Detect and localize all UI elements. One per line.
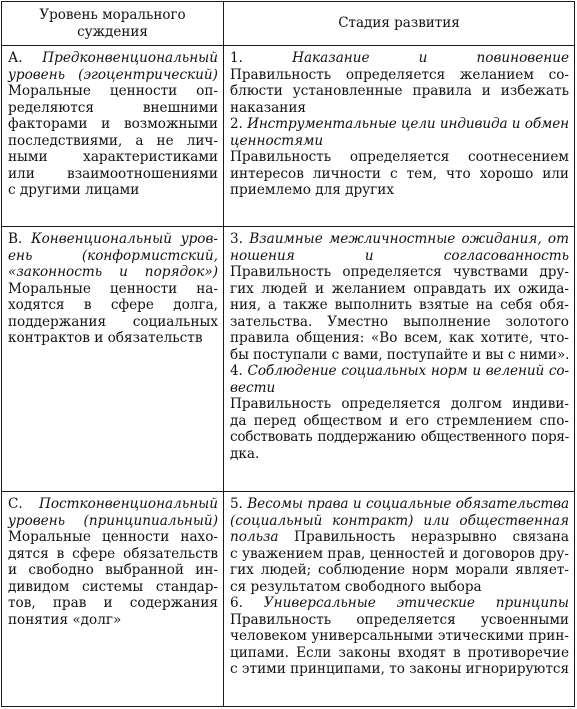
line-text: ципами. Если законы входят в противоречие (230, 644, 569, 661)
line-text: Правильность определяется чувствами дру- (230, 264, 569, 280)
line-text: ределяются внешними (8, 99, 218, 116)
text-line (230, 248, 569, 265)
line-text: с другими лицами (8, 182, 140, 198)
text-line (230, 562, 569, 579)
line-text: гих людей; соблюдение норм морали являет- (230, 562, 569, 578)
text-line (230, 513, 569, 530)
text-line (230, 264, 569, 281)
text-line (230, 612, 569, 629)
row-level-c (2, 496, 223, 706)
line-italic-text: Наказание и повиновение (292, 50, 569, 66)
line-italic-text: уровень (принципиальный) (8, 512, 218, 529)
line-text: наказания (230, 99, 306, 116)
line-text: да перед обществом и его стремлением спо- (230, 412, 569, 429)
text-line (8, 496, 218, 513)
text-line (8, 330, 218, 347)
text-line (8, 513, 218, 530)
moral-judgement-table (1, 1, 575, 707)
line-text: ходятся в сфере долга, (8, 297, 218, 313)
line-text: Моральные ценности нахо- (8, 529, 218, 545)
line-italic-text: ценностями (230, 132, 324, 149)
row-divider-2 (2, 491, 574, 492)
line-italic-text: польза (230, 529, 279, 545)
line-text: дятся в сфере обязательств (8, 545, 218, 562)
line-text: приемлемо для других (230, 182, 395, 198)
text-line (230, 314, 569, 331)
line-italic-text: вести (230, 379, 276, 396)
line-text: собствовать поддержанию общественного поря- (230, 429, 569, 445)
text-line (8, 595, 218, 612)
header-level (2, 2, 223, 45)
row-level-a (2, 50, 223, 225)
line-text: дка. (230, 445, 260, 462)
line-text: 2. (230, 116, 248, 132)
line-text: блюсти установленные правила и избежать (230, 83, 569, 99)
header-stage (224, 2, 574, 45)
text-line (8, 83, 218, 100)
text-line (230, 595, 569, 612)
text-line (230, 496, 569, 513)
header-level-line-1: Уровень морального (39, 6, 186, 23)
line-text: Правильность определяется усвоенными (230, 611, 569, 628)
line-text: Правильность определяется долгом индиви- (230, 396, 569, 412)
line-text: 6. (230, 595, 264, 611)
line-italic-text: Универсальные этические принципы (263, 595, 569, 611)
text-line (8, 100, 218, 117)
line-text-after: Правильность неразрывно связана (278, 529, 569, 545)
text-line (8, 67, 218, 84)
line-text: В. (8, 231, 32, 247)
row-stages-5-6 (224, 496, 574, 706)
text-line (230, 529, 569, 546)
text-line (230, 182, 569, 199)
line-text: 3. (230, 231, 250, 247)
line-italic-text: (социальный контракт) или общественная (230, 512, 569, 529)
text-line (230, 380, 569, 397)
text-line (8, 50, 218, 67)
text-line (8, 264, 218, 281)
text-line (230, 579, 569, 596)
text-line (230, 330, 569, 347)
text-line (230, 50, 569, 67)
line-text: 1. (230, 50, 293, 66)
line-italic-text: ношения и согласованность (230, 247, 569, 264)
line-text: дивидом системы стандар- (8, 578, 218, 595)
text-line (230, 297, 569, 314)
line-italic-text: Весомы права и социальные обязательства (247, 496, 569, 512)
line-text: 4. (230, 363, 248, 379)
text-line (230, 281, 569, 298)
line-text: ными характеристиками (8, 149, 218, 165)
text-line (230, 116, 569, 133)
text-line (230, 133, 569, 150)
text-line (8, 529, 218, 546)
text-line (8, 133, 218, 150)
text-line (230, 363, 569, 380)
line-text: Правильность определяется соотнесением (230, 149, 569, 165)
text-line (8, 579, 218, 596)
line-text: последствиями, а не лич- (8, 132, 218, 149)
line-text: гих людей и желанием оправдать их ожида- (230, 280, 569, 297)
text-line (8, 281, 218, 298)
text-line (8, 149, 218, 166)
text-line (8, 612, 218, 629)
text-line (230, 347, 569, 364)
text-line (8, 231, 218, 248)
text-line (230, 546, 569, 563)
text-line (230, 231, 569, 248)
line-text: зательства. Уместно выполнение золотого (230, 313, 569, 330)
text-line (8, 166, 218, 183)
line-text: контрактов и обязательств (8, 330, 203, 346)
text-line (230, 166, 569, 183)
line-text: человеком универсальными этическими прин- (230, 628, 569, 644)
line-text: и свободно выбранной ин- (8, 562, 218, 578)
text-line (8, 546, 218, 563)
text-line (230, 413, 569, 430)
line-text: С. (8, 496, 39, 512)
line-text: с уважением прав, ценностей и договоров дру- (230, 545, 569, 562)
line-text: Правильность определяется желанием со- (230, 66, 569, 83)
line-text: ся результатом свободного выбора (230, 578, 482, 595)
row-divider-1 (2, 226, 574, 227)
text-line (8, 248, 218, 265)
line-text: интересов личности с тем, что хорошо или (230, 165, 569, 182)
line-italic-text: Взаимные межличностные ожидания, от (249, 231, 569, 247)
text-line (230, 429, 569, 446)
header-level-line-2: суждения (77, 23, 148, 40)
line-text: А. (8, 50, 43, 66)
line-italic-text: Предконвенциональный (42, 50, 218, 66)
text-line (8, 562, 218, 579)
line-text: 5. (230, 496, 248, 512)
line-text: или взаимоотношениями (8, 165, 218, 182)
text-line (8, 297, 218, 314)
text-line (230, 446, 569, 463)
line-italic-text: ень (конформистский, (8, 247, 218, 264)
line-italic-text: «законность и порядок») (8, 264, 218, 280)
text-line (230, 67, 569, 84)
text-line (230, 628, 569, 645)
header-stage-label: Стадия развития (338, 15, 460, 31)
row-stages-1-2 (224, 50, 574, 225)
row-stages-3-4 (224, 231, 574, 489)
line-text: ния, а также выполнить взятые на себя обя- (230, 297, 569, 313)
text-line (230, 645, 569, 662)
text-line (230, 396, 569, 413)
line-text: бы поступали с вами, поступайте и вы с ними». (230, 346, 570, 363)
line-text: поддержания социальных (8, 313, 218, 330)
line-text: с этими принципами, то законы игнорируются (230, 661, 570, 677)
line-italic-text: уровень (эгоцентрический) (8, 66, 218, 83)
text-line (230, 83, 569, 100)
line-text: Моральные ценности на- (8, 280, 218, 297)
row-level-b (2, 231, 223, 489)
line-italic-text: Инструментальные цели индивида и обмен (247, 116, 569, 132)
line-text: факторами и возможными (8, 116, 218, 132)
text-line (230, 100, 569, 117)
line-text: понятия «долг» (8, 611, 122, 628)
text-line (8, 182, 218, 199)
text-line (8, 314, 218, 331)
text-line (230, 149, 569, 166)
line-text: Моральные ценности оп- (8, 83, 218, 99)
header-divider (2, 45, 574, 46)
line-italic-text: Конвенциональный уров- (31, 231, 218, 247)
line-text: правила общения: «Во всем, как хотите, что- (230, 330, 569, 346)
line-italic-text: Постконвенциональный (38, 496, 218, 512)
line-italic-text: Соблюдение социальных норм и велений со- (247, 363, 569, 379)
text-line (230, 661, 569, 678)
line-text: тов, прав и содержания (8, 595, 218, 611)
text-line (8, 116, 218, 133)
